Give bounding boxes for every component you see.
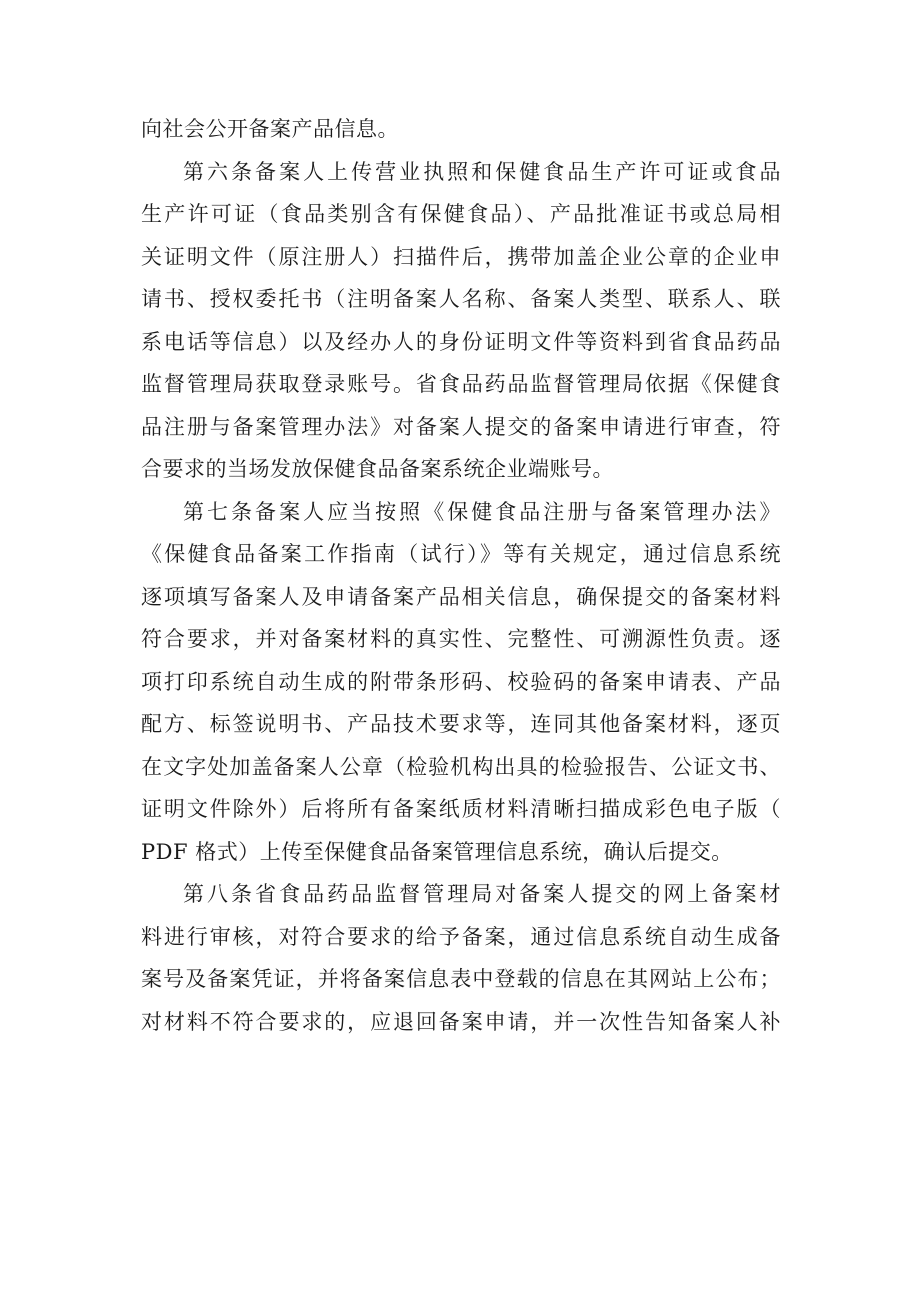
text-line: PDF 格式）上传至保健食品备案管理信息系统，确认后提交。 [141, 839, 733, 864]
text-line: 证明文件除外）后将所有备案纸质材料清晰扫描成彩色电子版（ [141, 797, 781, 821]
paragraph-article-8 [141, 873, 781, 1043]
text-line: 对材料不符合要求的，应退回备案申请，并一次性告知备案人补 [141, 1009, 781, 1034]
text-line: 品注册与备案管理办法》对备案人提交的备案申请进行审查，符 [141, 414, 781, 439]
text-line: 案号及备案凭证，并将备案信息表中登载的信息在其网站上公布； [141, 967, 781, 991]
text-line: 《保健食品备案工作指南（试行）》等有关规定，通过信息系统 [141, 542, 781, 566]
text-line: 第七条备案人应当按照《保健食品注册与备案管理办法》 [183, 499, 781, 524]
paragraph-article-6 [141, 151, 781, 491]
text-line: 生产许可证（食品类别含有保健食品）、产品批准证书或总局相 [141, 202, 781, 226]
document-body [141, 108, 781, 1043]
text-line: 在文字处加盖备案人公章（检验机构出具的检验报告、公证文书、 [141, 754, 781, 779]
text-line: 第八条省食品药品监督管理局对备案人提交的网上备案材 [183, 882, 781, 906]
text-line: 合要求的当场发放保健食品备案系统企业端账号。 [141, 457, 614, 481]
text-line: 第六条备案人上传营业执照和保健食品生产许可证或食品 [183, 159, 781, 184]
text-line: 项打印系统自动生成的附带条形码、校验码的备案申请表、产品 [141, 669, 781, 694]
text-line: 请书、授权委托书（注明备案人名称、备案人类型、联系人、联 [141, 287, 781, 311]
text-line: 逐项填写备案人及申请备案产品相关信息，确保提交的备案材料 [141, 584, 781, 609]
text-line: 系电话等信息）以及经办人的身份证明文件等资料到省食品药品 [141, 329, 781, 354]
paragraph-article-7 [141, 491, 781, 874]
text-line: 向社会公开备案产品信息。 [141, 117, 399, 141]
text-line: 监督管理局获取登录账号。省食品药品监督管理局依据《保健食 [141, 372, 781, 396]
text-line: 关证明文件（原注册人）扫描件后，携带加盖企业公章的企业申 [141, 244, 781, 269]
text-line: 符合要求，并对备案材料的真实性、完整性、可溯源性负责。逐 [141, 627, 781, 651]
text-line: 配方、标签说明书、产品技术要求等，连同其他备案材料，逐页 [141, 712, 781, 736]
text-line: 料进行审核，对符合要求的给予备案，通过信息系统自动生成备 [141, 924, 781, 949]
paragraph-continuation [141, 108, 781, 151]
